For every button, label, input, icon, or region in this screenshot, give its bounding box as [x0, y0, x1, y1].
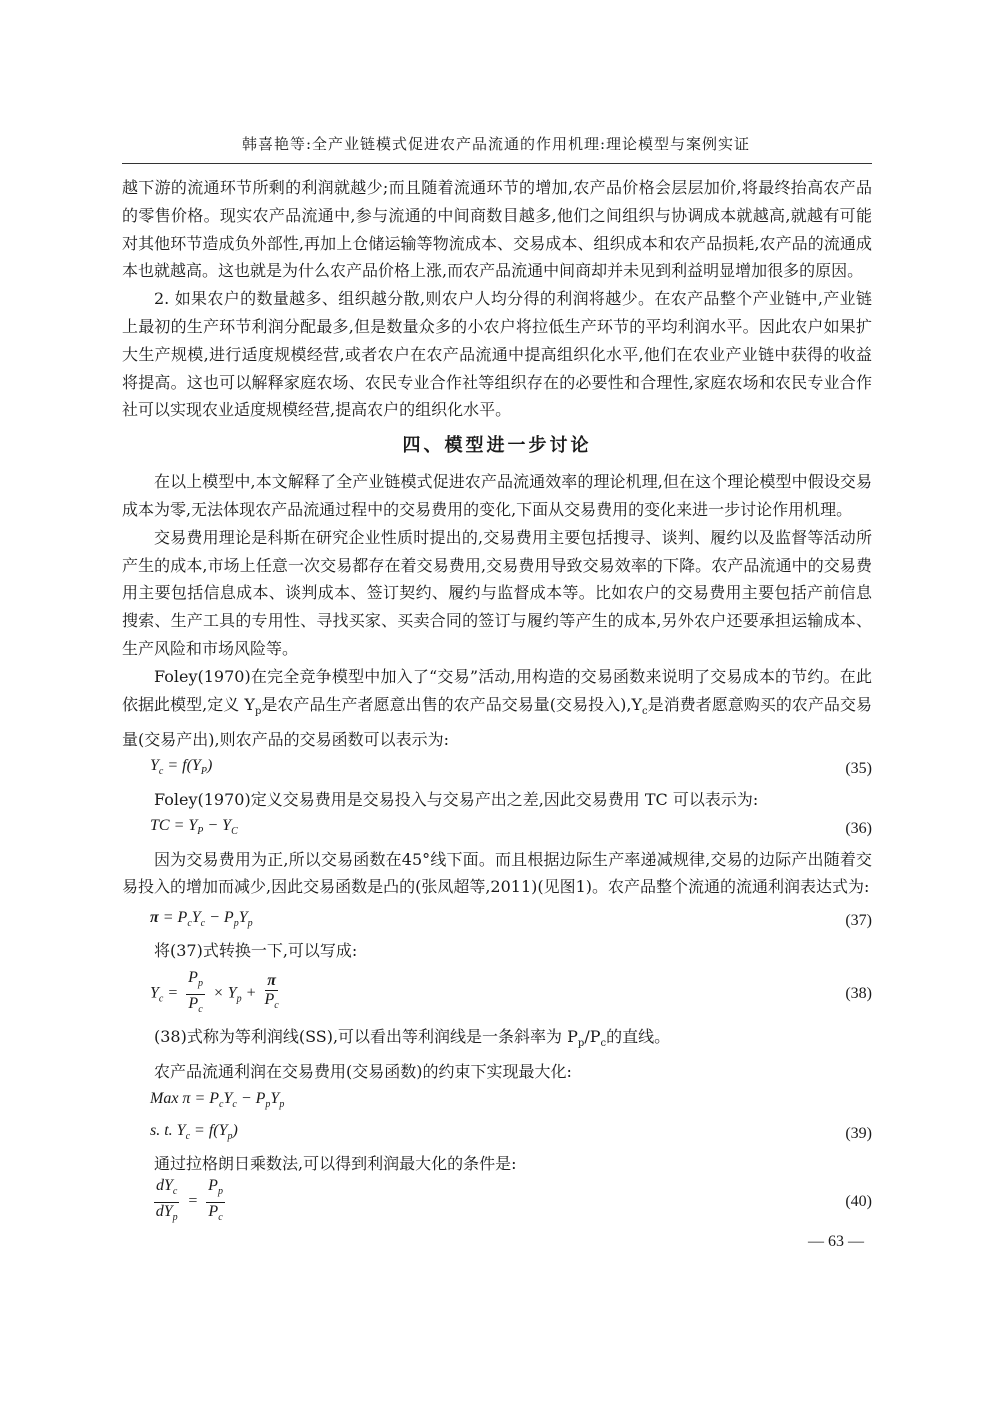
running-header: 韩喜艳等:全产业链模式促进农产品流通的作用机理:理论模型与案例实证 — [241, 135, 751, 153]
paragraph-9: (38)式称为等利润线(SS),可以看出等利润线是一条斜率为 $P_p/P_c$的直线。 — [154, 1027, 671, 1050]
paragraph-1: 越下游的流通环节所剩的利润就越少;而且随着流通环节的增加,农产品价格会层层加价,将最终抬高农产品的零售价格。现实农产品流通中,参与流通的中间商数目越多,他们之间组织与协调成本就越高,就越有可能对其他环节造成负外部性,再加上仓储运输等物流成本、交易成本、组织成本和农产品损耗,农产品的流通成本也就越高。这也就是为什么农产品价格上涨,而农产品流通中间商却并未见到利益明显增加很多的原因。 — [122, 178, 872, 281]
equation-39-objective: Max $\pi = P_cY_c - P_pY_p$ — [150, 1089, 285, 1111]
paragraph-6: Foley(1970)定义交易费用是交易投入与交易产出之差,因此交易费用 TC 可以表示为: — [154, 789, 759, 809]
section-heading: 四、模型进一步讨论 — [402, 435, 592, 457]
paragraph-3: 在以上模型中,本文解释了全产业链模式促进农产品流通效率的理论机理,但在这个理论模型中假设交易成本为零,无法体现农产品流通过程中的交易费用的变化,下面从交易费用的变化来进一步讨论作用机理。 — [122, 472, 872, 519]
equation-number: (38) — [845, 985, 872, 1003]
paragraph-7: 因为交易费用为正,所以交易函数在45°线下面。而且根据边际生产率递减规律,交易的边际产出随着交易投入的增加而减少,因此交易函数是凸的(张凤超等,2011)(见图1)。农产品整个流通的流通利润表达式为: — [122, 849, 872, 897]
equation-number: (36) — [845, 820, 872, 838]
equation-39-constraint: s. t. $Y_c = f(Y_p)$ (39) — [122, 1118, 872, 1150]
equation-number: (39) — [845, 1125, 872, 1143]
paragraph-8: 将(37)式转换一下,可以写成: — [154, 941, 358, 961]
header-rule — [122, 163, 872, 164]
equation-36: TC = $Y_P - Y_C$ (36) — [122, 813, 872, 845]
page-number: — 63 — — [808, 1233, 864, 1250]
equation-number: (35) — [845, 760, 872, 778]
equation-37: $\pi = P_cY_c - P_pY_p$ (37) — [122, 905, 872, 937]
equation-38: $Y_c$ = $\frac{P_p}{P_c}$ × $Y_p$ + $\frac{\pi}{P_c}$ (38) — [150, 969, 872, 1015]
equation-number: (37) — [845, 912, 872, 930]
equation-40: $\frac{dY_c}{dY_p}$ = $\frac{P_p}{P_c}$ (40) — [155, 1177, 872, 1223]
equation-35: $Y_c = f(Y_P)$ (35) — [122, 753, 872, 785]
paragraph-4: 交易费用理论是科斯在研究企业性质时提出的,交易费用主要包括搜寻、谈判、履约以及监督等活动所产生的成本,市场上任意一次交易都存在着交易费用,交易费用导致交易效率的下降。农产品流通中的交易费用主要包括信息成本、谈判成本、签订契约、履约与监督成本等。比如农户的交易费用主要包括产前信息搜索、生产工具的专用性、寻找买家、买卖合同的签订与履约等产生的成本,另外农户还要承担运输成本、生产风险和市场风险等。 — [122, 527, 872, 658]
equation-number: (40) — [845, 1193, 872, 1211]
paragraph-2: 2. 如果农户的数量越多、组织越分散,则农户人均分得的利润将越少。在农产品整个产业链中,产业链上最初的生产环节利润分配最多,但是数量众多的小农户将拉低生产环节的平均利润水平。因此农户如果扩大生产规模,进行适度规模经营,或者农户在农产品流通中提高组织化水平,他们在农业产业链中获得的收益将提高。这也可以解释家庭农场、农民专业合作社等组织存在的必要性和合理性,家庭农场和农民专业合作社可以实现农业适度规模经营,提高农户的组织化水平。 — [122, 289, 872, 420]
paragraph-10: 农产品流通利润在交易费用(交易函数)的约束下实现最大化: — [154, 1062, 572, 1082]
paragraph-5: Foley(1970)在完全竞争模型中加入了“交易”活动,用构造的交易函数来说明了交易成本的节约。在此依据此模型,定义 $Y_p$是农产品生产者愿意出售的农产品交易量(交易投入)$,Y_c$是消费者愿意购买的农产品交易量(交易产出),则农产品的交易函数可以表示为: — [122, 666, 872, 749]
paragraph-11: 通过拉格朗日乘数法,可以得到利润最大化的条件是: — [154, 1154, 517, 1174]
article-body — [122, 174, 872, 1226]
